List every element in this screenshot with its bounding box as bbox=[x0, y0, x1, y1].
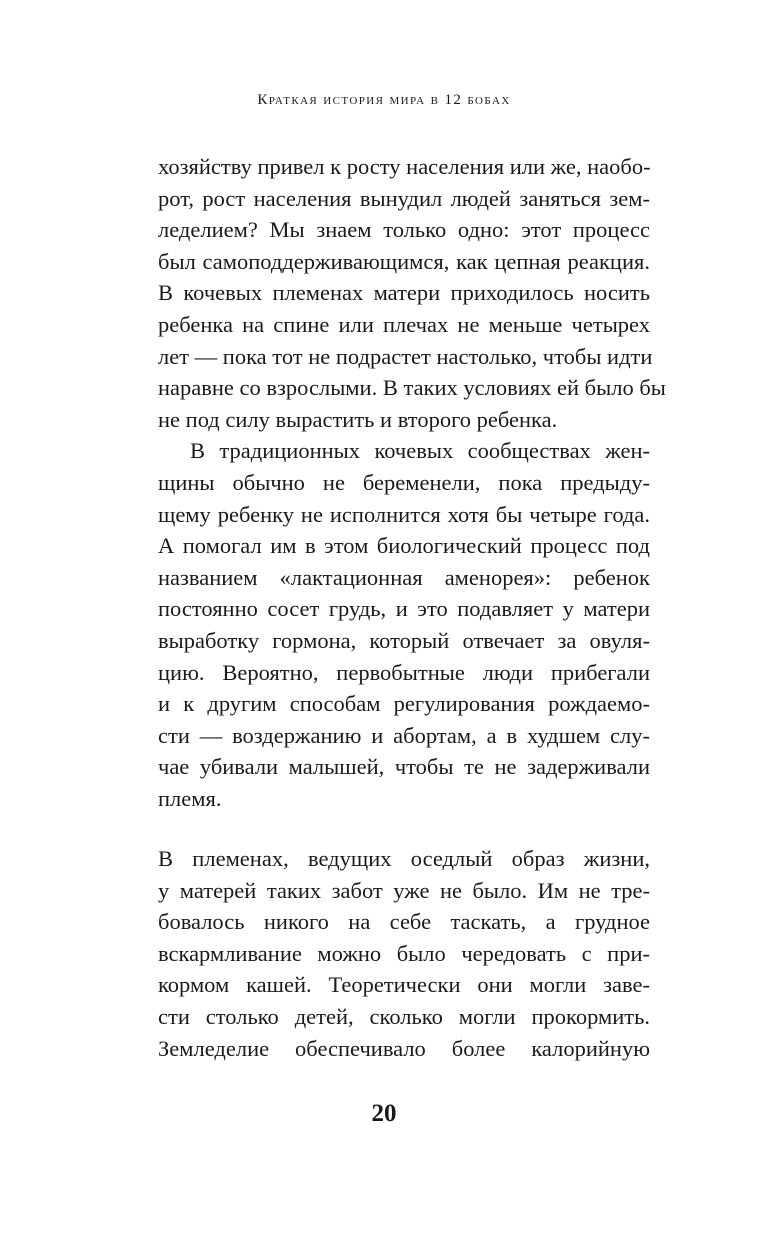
body-text-block-1 bbox=[158, 151, 666, 814]
text-line: не под силу вырастить и второго ребенка. bbox=[158, 406, 558, 432]
text-line: наравне со взрослыми. В таких условиях ей было бы bbox=[158, 375, 666, 401]
text-line: А помогал им в этом биологический процесс под bbox=[158, 533, 650, 559]
text-line: племя. bbox=[158, 785, 222, 811]
text-line: ребенка на спине или плечах не меньше четырех bbox=[158, 311, 650, 337]
text-line: цию. Вероятно, первобытные люди прибегали bbox=[158, 659, 650, 685]
page-number: 20 bbox=[371, 1100, 397, 1127]
body-text-block-2 bbox=[158, 843, 650, 1064]
text-line: сти столько детей, сколько могли прокормить. bbox=[158, 1003, 650, 1029]
text-line: был самоподдерживающимся, как цепная реакция. bbox=[158, 248, 650, 274]
text-line: рот, рост населения вынудил людей заняться зем- bbox=[158, 185, 650, 211]
text-line: вскармливание можно было чередовать с при- bbox=[158, 940, 650, 966]
text-line: В традиционных кочевых сообществах жен- bbox=[190, 438, 650, 464]
text-line: щему ребенку не исполнится хотя бы четыре года. bbox=[158, 501, 650, 527]
text-line: щины обычно не беременели, пока предыду- bbox=[158, 469, 650, 495]
text-line: выработку гормона, который отвечает за овуля- bbox=[158, 627, 650, 653]
text-line: лет — пока тот не подрастет настолько, чтобы идти bbox=[158, 343, 653, 369]
text-line: и к другим способам регулирования рождаемо- bbox=[158, 691, 650, 717]
text-line: Земледелие обеспечивало более калорийную bbox=[158, 1035, 650, 1061]
text-line: кормом кашей. Теоретически они могли заве- bbox=[158, 972, 650, 998]
text-line: хозяйству привел к росту населения или же, наобо- bbox=[158, 154, 651, 179]
text-line: леделием? Мы знаем только одно: этот процесс bbox=[158, 217, 650, 243]
text-line: у матерей таких забот уже не было. Им не тре- bbox=[158, 877, 650, 903]
text-line: чае убивали малышей, чтобы те не задерживали bbox=[158, 754, 650, 780]
running-title: Краткая история мира в 12 бобах bbox=[257, 92, 511, 108]
text-line: названием «лактационная аменорея»: ребенок bbox=[158, 564, 650, 590]
text-line: сти — воздержанию и абортам, а в худшем слу- bbox=[158, 722, 650, 748]
text-line: В племенах, ведущих оседлый образ жизни, bbox=[158, 846, 650, 871]
text-line: постоянно сосет грудь, и это подавляет у матери bbox=[158, 596, 650, 622]
text-line: бовалось никого на себе таскать, а грудное bbox=[158, 909, 650, 935]
text-line: В кочевых племенах матери приходилось носить bbox=[158, 280, 650, 306]
